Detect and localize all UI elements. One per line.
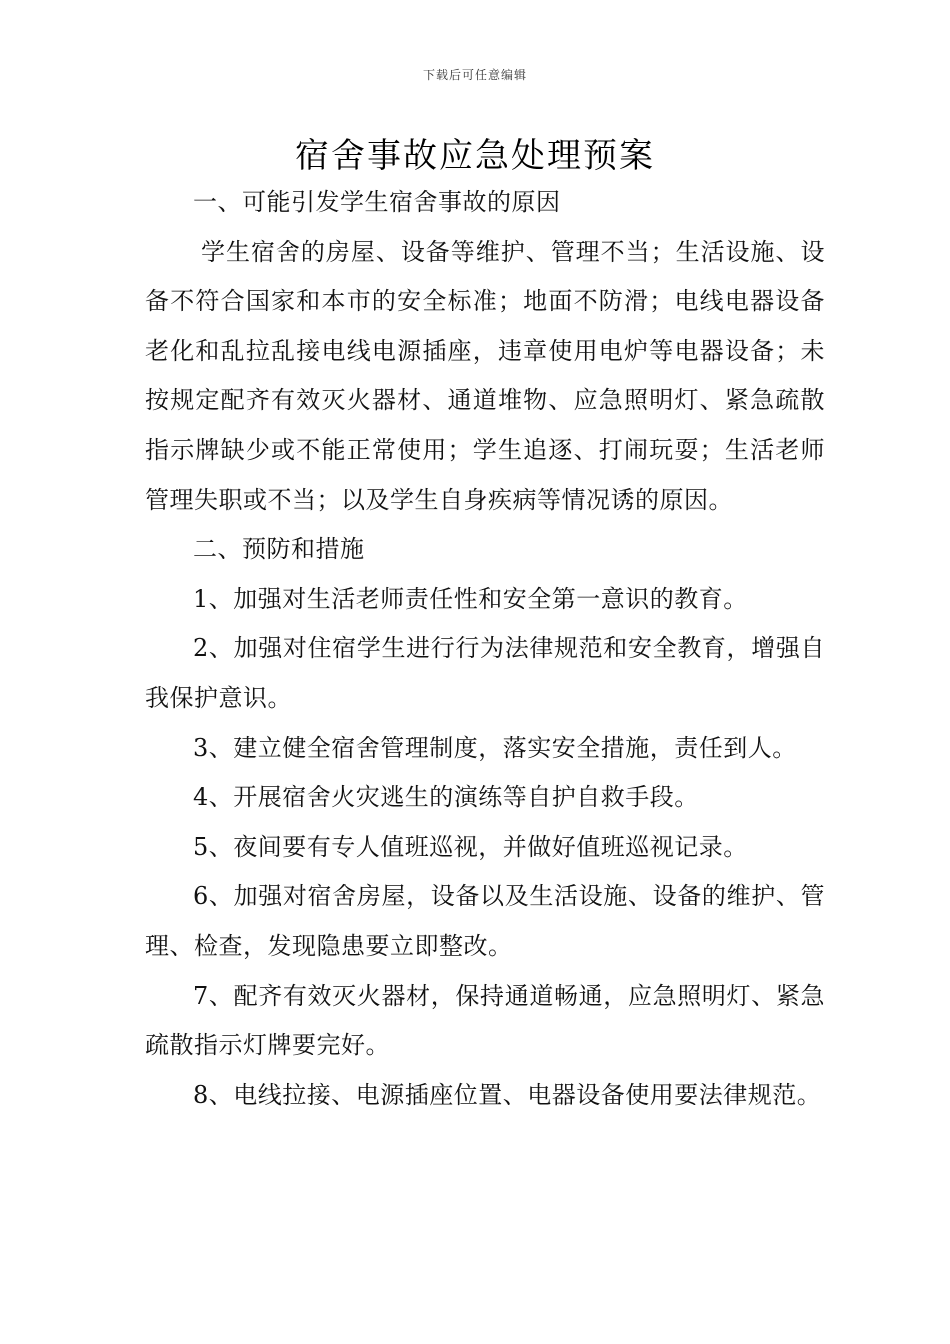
measure-item-2: 2、加强对住宿学生进行行为法律规范和安全教育，增强自我保护意识。 <box>145 634 825 712</box>
document-body <box>145 178 825 1120</box>
measure-item-4: 4、开展宿舍火灾逃生的演练等自护自救手段。 <box>193 783 699 812</box>
paragraph-causes: 学生宿舍的房屋、设备等维护、管理不当；生活设施、设备不符合国家和本市的安全标准；地面不防滑；电线电器设备老化和乱拉乱接电线电源插座，违章使用电炉等电器设备；未按规定配齐有效灭火器材、通道堆物、应急照明灯、紧急疏散指示牌缺少或不能正常使用；学生追逐、打闹玩耍；生活老师管理失职或不当；以及学生自身疾病等情况诱的原因。 <box>145 237 825 514</box>
document-title: 宿舍事故应急处理预案 <box>295 136 655 176</box>
section-heading-prevention: 二、预防和措施 <box>193 535 365 564</box>
measure-item-6: 6、加强对宿舍房屋，设备以及生活设施、设备的维护、管理、检查，发现隐患要立即整改。 <box>145 882 825 960</box>
measure-item-1: 1、加强对生活老师责任性和安全第一意识的教育。 <box>193 584 748 613</box>
measure-item-7: 7、配齐有效灭火器材，保持通道畅通，应急照明灯、紧急疏散指示灯牌要完好。 <box>145 981 825 1060</box>
measure-item-3: 3、建立健全宿舍管理制度，落实安全措施，责任到人。 <box>193 733 797 762</box>
header-note: 下载后可任意编辑 <box>422 68 527 82</box>
measure-item-5: 5、夜间要有专人值班巡视，并做好值班巡视记录。 <box>193 832 748 861</box>
measure-item-8: 8、电线拉接、电源插座位置、电器设备使用要法律规范。 <box>193 1080 822 1109</box>
section-heading-causes: 一、可能引发学生宿舍事故的原因 <box>193 188 561 216</box>
